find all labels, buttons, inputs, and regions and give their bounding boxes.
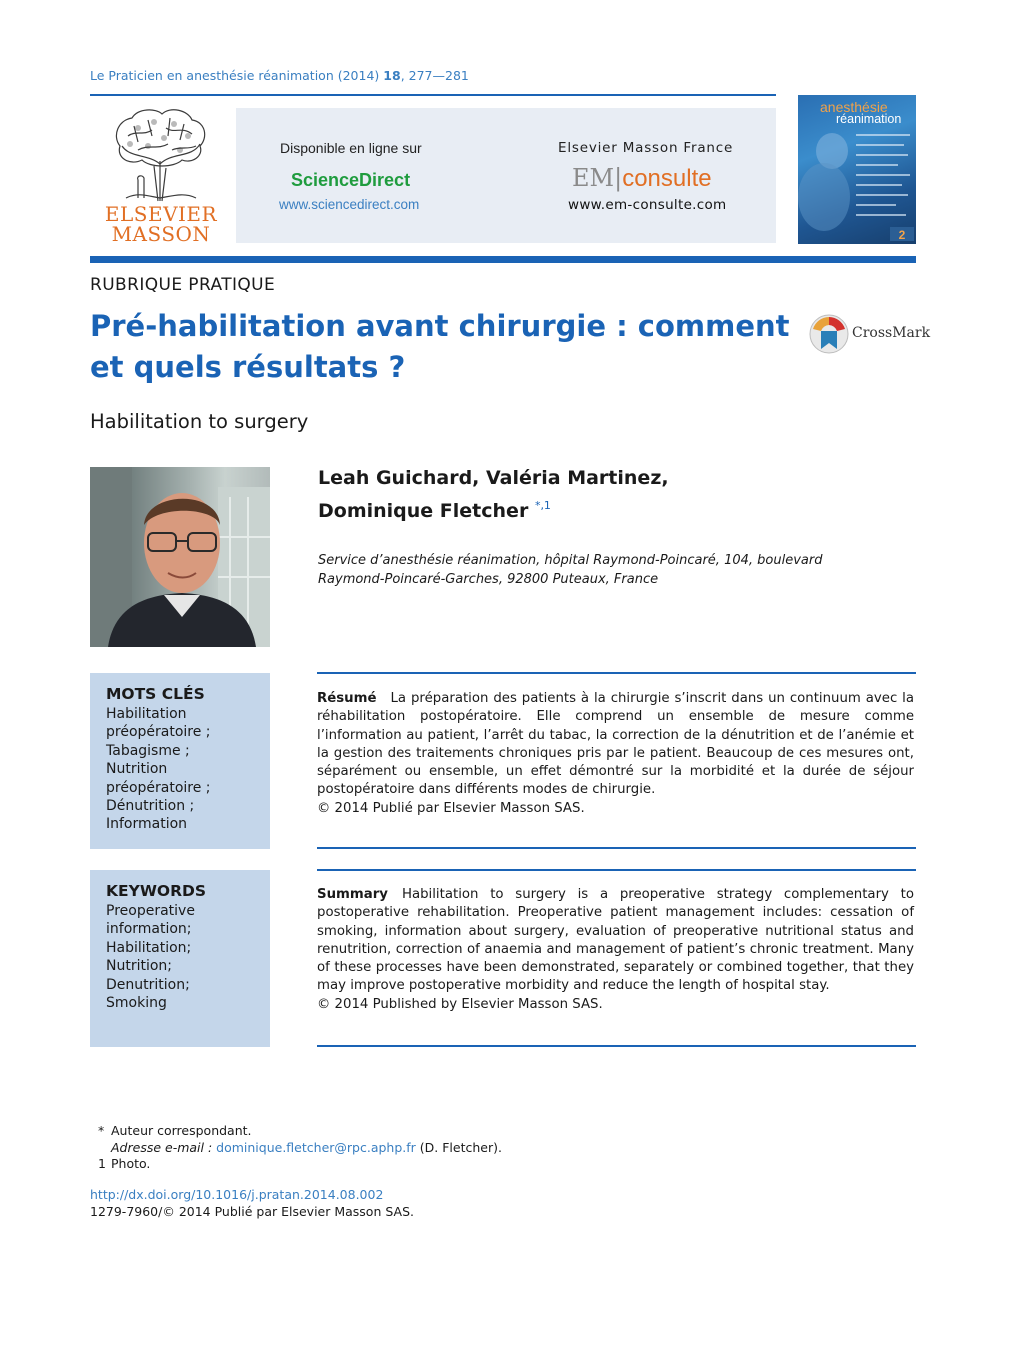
- english-title: Habilitation to surgery: [90, 410, 309, 433]
- email-label: Adresse e-mail :: [111, 1140, 213, 1155]
- journal-pages: 277—281: [408, 68, 469, 83]
- keyword-en-item: Habilitation;: [106, 939, 192, 956]
- keyword-en-item: Smoking: [106, 995, 167, 1012]
- title-line-1: Pré-habilitation avant chirurgie : comment: [90, 309, 790, 343]
- crossmark-label: CrossMark: [852, 325, 931, 341]
- keywords-fr-heading: MOTS CLÉS: [106, 685, 205, 703]
- header-rule: [90, 94, 776, 96]
- abstract-fr-body: La préparation des patients à la chirurgie s’inscrit dans un continuum avec la réhabilitation postopératoire. Elle comprend un ensemble de mesure comme l’information au patient, l’arrêt du tabac, la correction de la dénutrition et de l’anémie et la gestion des traitements chroniques pris par le patient. Beaucoup de ces mesures ont, séparément ou ensemble, un effet démontré sur la morbidité et la durée de séjour postopératoire dans différents modes de chirurgie.: [317, 691, 914, 798]
- footnote-corresponding: [98, 1122, 252, 1139]
- abstract-en-label: Summary: [317, 887, 388, 902]
- abstract-en-body: Habilitation to surgery is a preoperative strategy complementary to postoperative rehabilitation. Preoperative patient management includes: cessation of smoking, information about surgery, evaluation of preoperative nutritional status and renutrition, correction of anaemia and management of patient’s chronic treatment. Many of these processes have been demonstrated, separately or combined together, that they may improve postoperative morbidity and reduce the length of hospital stay.: [317, 887, 914, 994]
- cover-title-2: réanimation: [836, 112, 902, 126]
- consulte-logo-part: consulte: [622, 165, 712, 192]
- journal-ref-prefix: Le Praticien en anesthésie réanimation (2014): [90, 68, 380, 83]
- affiliation-line-1: Service d’anesthésie réanimation, hôpital Raymond-Poincaré, 104, boulevard: [318, 553, 823, 568]
- author-affiliation: [318, 551, 878, 589]
- abstract-fr-bottom-rule: [317, 847, 916, 849]
- keyword-en-item: Preoperative: [106, 903, 195, 919]
- journal-cover[interactable]: [798, 95, 916, 244]
- sciencedirect-link[interactable]: www.sciencedirect.com: [279, 197, 420, 212]
- sciencedirect-label: Disponible en ligne sur: [280, 140, 422, 156]
- author-list: [318, 464, 669, 525]
- cover-issue-number: 2: [898, 228, 906, 242]
- keyword-fr-item: Nutrition: [106, 761, 168, 778]
- elsevier-tree-icon: [108, 106, 212, 206]
- cover-title-1: anesthésie: [820, 99, 888, 115]
- title-line-2: et quels résultats ?: [90, 350, 406, 384]
- keyword-en-item: Denutrition;: [106, 976, 190, 993]
- author-photo: [90, 467, 270, 647]
- publisher-logo[interactable]: [100, 106, 222, 246]
- abstract-fr: [317, 690, 914, 818]
- abstract-en: [317, 886, 914, 1014]
- article-title: [90, 306, 790, 388]
- keywords-en-box: [90, 870, 270, 1047]
- keywords-en-heading: KEYWORDS: [106, 882, 207, 900]
- abstract-fr-top-rule: [317, 672, 916, 674]
- keyword-en-item: information;: [106, 921, 192, 938]
- keyword-fr-item: Habilitation: [106, 706, 187, 722]
- abstract-en-copyright: © 2014 Published by Elsevier Masson SAS.: [317, 996, 603, 1012]
- authors-line-2: Dominique Fletcher: [318, 500, 529, 522]
- affiliation-line-2: Raymond-Poincaré-Garches, 92800 Puteaux, France: [318, 572, 659, 587]
- keyword-fr-item: Tabagisme ;: [106, 742, 190, 759]
- logo-line-masson: MASSON: [111, 222, 211, 246]
- author-photo-illustration: [90, 467, 270, 647]
- em-consulte-link[interactable]: www.em-consulte.com: [568, 197, 727, 213]
- journal-reference[interactable]: Le Praticien en anesthésie réanimation (2014) 18, 277—281: [90, 68, 469, 83]
- section-label: RUBRIQUE PRATIQUE: [90, 275, 276, 295]
- author-footnote-marks[interactable]: *,1: [534, 499, 551, 512]
- footnote-star-mark: *: [98, 1123, 105, 1138]
- doi-link[interactable]: http://dx.doi.org/10.1016/j.pratan.2014.08.002: [90, 1187, 384, 1202]
- keyword-fr-item: Information: [106, 816, 188, 833]
- footnote-star-text: Auteur correspondant.: [111, 1123, 252, 1138]
- footnote-one-mark: 1: [98, 1156, 106, 1171]
- sciencedirect-logo[interactable]: ScienceDirect: [291, 170, 411, 190]
- keywords-fr-box: [90, 673, 270, 849]
- publisher-logo-text: [100, 204, 222, 244]
- abstract-fr-label: Résumé: [317, 691, 377, 706]
- footnote-email: [111, 1139, 502, 1156]
- keyword-fr-item: Dénutrition ;: [106, 798, 195, 815]
- abstract-fr-copyright: © 2014 Publié par Elsevier Masson SAS.: [317, 800, 585, 816]
- abstract-en-top-rule: [317, 869, 916, 871]
- crossmark-icon: [808, 313, 850, 355]
- keyword-fr-item: préopératoire ;: [106, 779, 211, 796]
- keyword-en-item: Nutrition;: [106, 958, 173, 975]
- footnote-photo: [98, 1155, 150, 1172]
- journal-volume: 18: [383, 68, 401, 83]
- footnote-one-text: Photo.: [111, 1156, 151, 1171]
- em-consulte-logo[interactable]: EM|consulte: [572, 164, 712, 192]
- email-suffix: (D. Fletcher).: [419, 1140, 502, 1155]
- abstract-en-bottom-rule: [317, 1045, 916, 1047]
- logo-line-elsevier: ELSEVIER: [104, 202, 218, 226]
- cover-artwork: [798, 127, 916, 244]
- em-logo-part: EM: [572, 164, 615, 192]
- em-consulte-label: Elsevier Masson France: [558, 140, 734, 156]
- issn-copyright: 1279-7960/© 2014 Publié par Elsevier Masson SAS.: [90, 1204, 414, 1219]
- authors-line-1: Leah Guichard, Valéria Martinez,: [318, 467, 669, 489]
- keyword-fr-item: préopératoire ;: [106, 724, 211, 741]
- section-rule: [90, 256, 916, 263]
- email-link[interactable]: dominique.fletcher@rpc.aphp.fr: [216, 1140, 416, 1155]
